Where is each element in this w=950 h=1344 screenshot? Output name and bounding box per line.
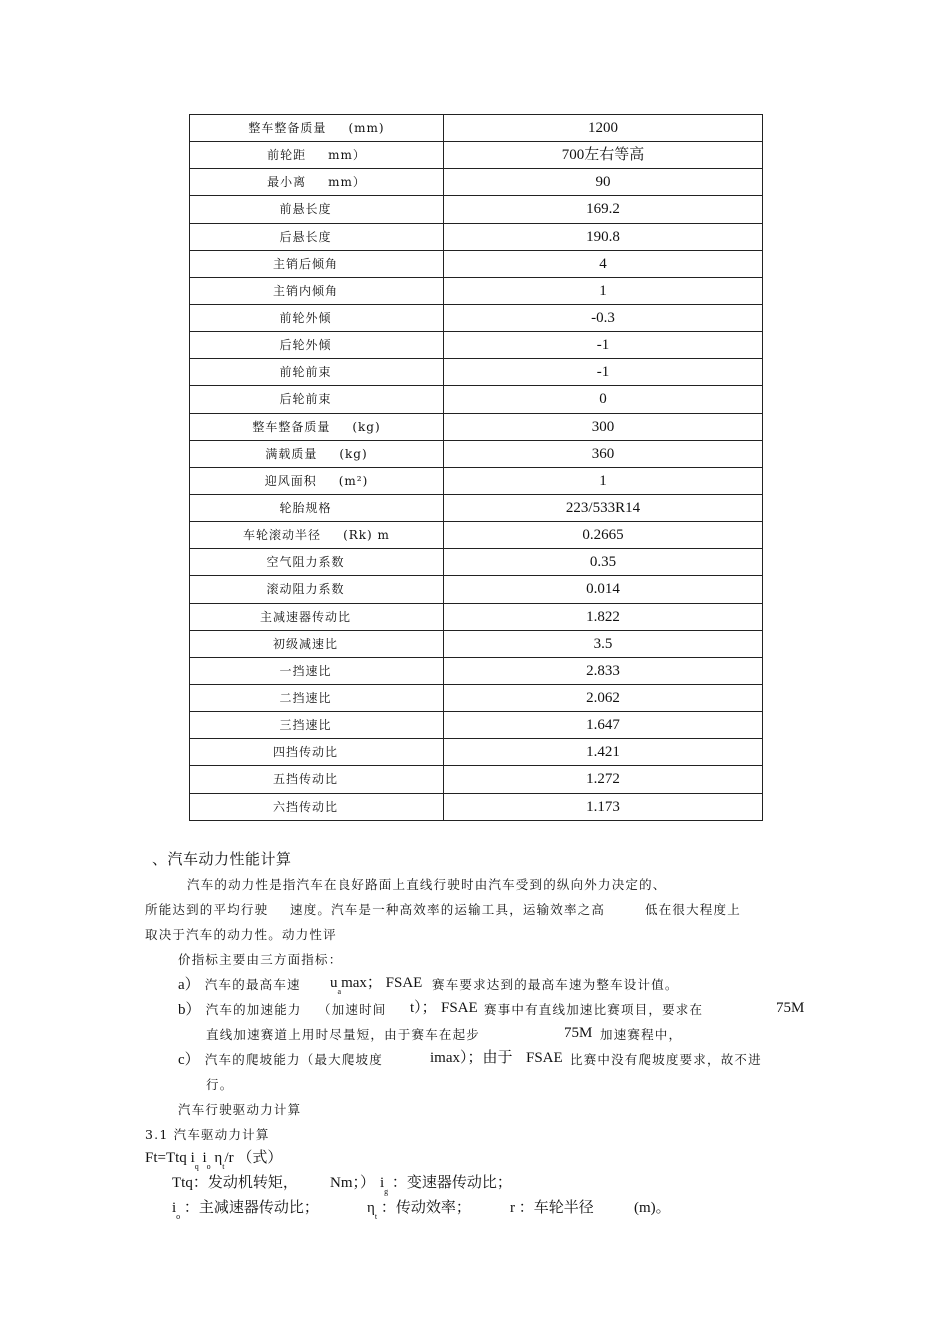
- table-row: [190, 413, 763, 440]
- row-label: 后悬长度: [279, 229, 332, 244]
- table-row: [190, 603, 763, 630]
- item-b-mark: b）: [178, 1002, 201, 1018]
- row-label-cell: [190, 359, 444, 386]
- row-value: 1.822: [444, 603, 763, 630]
- row-label-cell: [190, 576, 444, 603]
- row-value: 223/533R14: [444, 494, 763, 521]
- ttq-def: Ttq：发动机转矩，: [172, 1175, 298, 1191]
- row-label: 五挡传动比: [272, 772, 338, 787]
- table-row: [190, 576, 763, 603]
- table-row: [190, 223, 763, 250]
- ig-symbol: i: [380, 1175, 385, 1191]
- table-row: [190, 793, 763, 820]
- row-value: 1.421: [444, 739, 763, 766]
- item-b-75m2: 75M: [564, 1025, 593, 1041]
- row-label-cell: [190, 657, 444, 684]
- item-b-text3: 赛事中有直线加速比赛项目，要求在: [484, 1002, 704, 1017]
- io-def: [172, 1200, 319, 1221]
- item-b-cont2: 加速赛程中，: [600, 1027, 683, 1042]
- row-value: 169.2: [444, 196, 763, 223]
- row-label: 主销后倾角: [272, 256, 338, 271]
- section-3-1: 3.1 汽车驱动力计算: [145, 1127, 270, 1142]
- row-unit: (mm): [348, 121, 385, 136]
- row-value: 0.2665: [444, 522, 763, 549]
- row-label-cell: [190, 223, 444, 250]
- row-label-cell: [190, 549, 444, 576]
- row-label-cell: [190, 603, 444, 630]
- nm-unit: Nm；）: [330, 1175, 376, 1191]
- item-b-t: t）；: [410, 1000, 437, 1016]
- eta-text: ：传动效率；: [380, 1200, 471, 1216]
- item-b-fsae: FSAE: [441, 1000, 478, 1016]
- item-a-text3: 赛车要求达到的最高车速为整车设计值。: [432, 977, 679, 992]
- row-value: 4: [444, 250, 763, 277]
- row-value: 0.35: [444, 549, 763, 576]
- row-label-cell: [190, 684, 444, 711]
- row-value: 2.833: [444, 657, 763, 684]
- row-value: 1.173: [444, 793, 763, 820]
- row-value: 0: [444, 386, 763, 413]
- row-label: 四挡传动比: [272, 745, 338, 760]
- calc-heading: 汽车行驶驱动力计算: [178, 1102, 302, 1117]
- row-value: 300: [444, 413, 763, 440]
- table-row: [190, 142, 763, 169]
- row-label: 最小离: [267, 175, 307, 190]
- table-row: [190, 169, 763, 196]
- item-a-text1: 汽车的最高车速: [204, 977, 301, 992]
- item-c-fsae: FSAE: [526, 1050, 563, 1066]
- row-value: -1: [444, 332, 763, 359]
- table-row: [190, 522, 763, 549]
- table-row: [190, 494, 763, 521]
- section-heading: 、汽车动力性能计算: [152, 850, 292, 868]
- formula-t: t: [222, 1162, 225, 1171]
- item-b-75m: 75M: [776, 1000, 805, 1016]
- table-row: [190, 766, 763, 793]
- item-c-imax: imax）；由于: [430, 1050, 513, 1066]
- row-unit: mm）: [328, 175, 366, 190]
- item-c: [178, 1053, 383, 1067]
- row-label: 后轮外倾: [279, 338, 332, 353]
- item-b-cont: 直线加速赛道上用时尽量短，由于赛车在起步: [206, 1027, 481, 1042]
- row-value: 190.8: [444, 223, 763, 250]
- table-row: [190, 304, 763, 331]
- row-label: 整车整备质量: [248, 121, 327, 136]
- ig-def: [380, 1175, 512, 1196]
- spec-table: [189, 114, 763, 821]
- r-text: ：车轮半径: [518, 1200, 594, 1216]
- io-sub: o: [176, 1212, 181, 1221]
- row-value: 1200: [444, 115, 763, 142]
- row-label: 六挡传动比: [272, 799, 338, 814]
- row-label-cell: [190, 332, 444, 359]
- item-c-text2: 比赛中没有爬坡度要求，故不进: [570, 1052, 762, 1067]
- formula-line: [145, 1150, 283, 1171]
- row-label: 后轮前束: [279, 392, 332, 407]
- row-label: 前悬长度: [279, 202, 332, 217]
- item-a-max: max；: [341, 975, 382, 991]
- row-label-cell: [190, 413, 444, 440]
- row-label: 迎风面积: [264, 473, 317, 488]
- table-row: [190, 250, 763, 277]
- table-row: [190, 739, 763, 766]
- row-label: 满载质量: [265, 446, 318, 461]
- table-row: [190, 359, 763, 386]
- table-row: [190, 630, 763, 657]
- paragraph-line-3: 取决于汽车的动力性。动力性评: [145, 927, 337, 942]
- ig-text: ：变速器传动比；: [391, 1175, 512, 1191]
- row-unit: (kg): [352, 419, 381, 434]
- row-label: 轮胎规格: [279, 501, 332, 516]
- item-a-mark: a）: [178, 977, 200, 993]
- row-label-cell: [190, 196, 444, 223]
- row-label: 一挡速比: [279, 663, 332, 678]
- row-label: 车轮滚动半径: [243, 528, 322, 543]
- ig-sub: g: [384, 1187, 389, 1196]
- item-b: [178, 1003, 302, 1017]
- row-label-cell: [190, 712, 444, 739]
- item-c-mark: c）: [178, 1052, 200, 1068]
- row-label-cell: [190, 440, 444, 467]
- formula-i2: i: [202, 1150, 207, 1166]
- io-text: ：主减速器传动比；: [183, 1200, 319, 1216]
- formula-eta: η: [214, 1150, 223, 1166]
- table-row: [190, 440, 763, 467]
- row-label: 前轮外倾: [279, 311, 332, 326]
- formula-end: /r （式）: [224, 1150, 283, 1166]
- row-label-cell: [190, 494, 444, 521]
- paragraph-line-4: 价指标主要由三方面指标：: [178, 952, 343, 967]
- row-label: 初级减速比: [272, 636, 338, 651]
- eta-sub: t: [374, 1212, 378, 1221]
- row-unit: (m²): [338, 473, 369, 488]
- table-row: [190, 712, 763, 739]
- row-label-cell: [190, 277, 444, 304]
- row-label: 滚动阻力系数: [266, 582, 345, 597]
- row-label: 前轮距: [267, 148, 307, 163]
- item-c-text1: 汽车的爬坡能力（最大爬坡度: [204, 1052, 383, 1067]
- table-row: [190, 467, 763, 494]
- row-label: 三挡速比: [279, 718, 332, 733]
- row-value: 1.647: [444, 712, 763, 739]
- row-value: 1: [444, 277, 763, 304]
- row-unit: (Rk) m: [343, 528, 390, 543]
- row-value: -1: [444, 359, 763, 386]
- row-label-cell: [190, 793, 444, 820]
- row-value: 3.5: [444, 630, 763, 657]
- item-c-cont: 行。: [206, 1077, 234, 1092]
- row-label-cell: [190, 386, 444, 413]
- row-label-cell: [190, 304, 444, 331]
- formula-o: o: [206, 1162, 211, 1171]
- row-label: 主减速器传动比: [259, 609, 351, 624]
- table-row: [190, 277, 763, 304]
- paragraph-line-2a: 所能达到的平均行驶: [145, 902, 269, 917]
- item-b-text2: （加速时间: [318, 1002, 387, 1017]
- row-label-cell: [190, 522, 444, 549]
- paragraph-line-2b: 速度。汽车是一种高效率的运输工具，运输效率之高: [290, 902, 606, 917]
- item-a-u: u: [330, 975, 338, 991]
- row-value: 700左右等高: [444, 142, 763, 169]
- row-value: 360: [444, 440, 763, 467]
- item-a-fsae: FSAE: [385, 975, 423, 991]
- eta-symbol: η: [367, 1200, 375, 1216]
- row-label: 整车整备质量: [252, 419, 331, 434]
- row-unit: mm）: [328, 148, 366, 163]
- row-label: 空气阻力系数: [266, 555, 345, 570]
- row-label: 二挡速比: [279, 691, 332, 706]
- item-a-sub: a: [337, 987, 342, 996]
- table-row: [190, 386, 763, 413]
- row-value: 0.014: [444, 576, 763, 603]
- row-value: 2.062: [444, 684, 763, 711]
- row-label-cell: [190, 115, 444, 142]
- row-value: -0.3: [444, 304, 763, 331]
- row-label-cell: [190, 467, 444, 494]
- row-value: 1: [444, 467, 763, 494]
- table-row: [190, 684, 763, 711]
- eta-def: [367, 1200, 471, 1221]
- row-label: 前轮前束: [279, 365, 332, 380]
- io-symbol: i: [172, 1200, 177, 1216]
- paragraph-line-1: 汽车的动力性是指汽车在良好路面上直线行驶时由汽车受到的纵向外力决定的、: [187, 877, 667, 892]
- row-value: 90: [444, 169, 763, 196]
- row-label-cell: [190, 739, 444, 766]
- table-row: [190, 115, 763, 142]
- spec-table-body: [190, 115, 763, 821]
- row-value: 1.272: [444, 766, 763, 793]
- row-unit: (kg): [339, 446, 368, 461]
- item-a-formula: [330, 975, 423, 996]
- r-symbol: r: [510, 1200, 515, 1216]
- row-label: 主销内倾角: [272, 283, 338, 298]
- table-row: [190, 549, 763, 576]
- r-def: [510, 1201, 594, 1215]
- row-label-cell: [190, 766, 444, 793]
- table-row: [190, 657, 763, 684]
- row-label-cell: [190, 250, 444, 277]
- item-b-text1: 汽车的加速能力: [205, 1002, 302, 1017]
- item-a: [178, 978, 301, 992]
- row-label-cell: [190, 169, 444, 196]
- formula-i1: i: [190, 1150, 195, 1166]
- m-unit: (m)。: [634, 1200, 671, 1216]
- formula-q: q: [194, 1162, 199, 1171]
- row-label-cell: [190, 630, 444, 657]
- formula-ft: Ft=Ttq: [145, 1150, 187, 1166]
- table-row: [190, 332, 763, 359]
- table-row: [190, 196, 763, 223]
- paragraph-line-2c: 低在很大程度上: [645, 902, 741, 917]
- row-label-cell: [190, 142, 444, 169]
